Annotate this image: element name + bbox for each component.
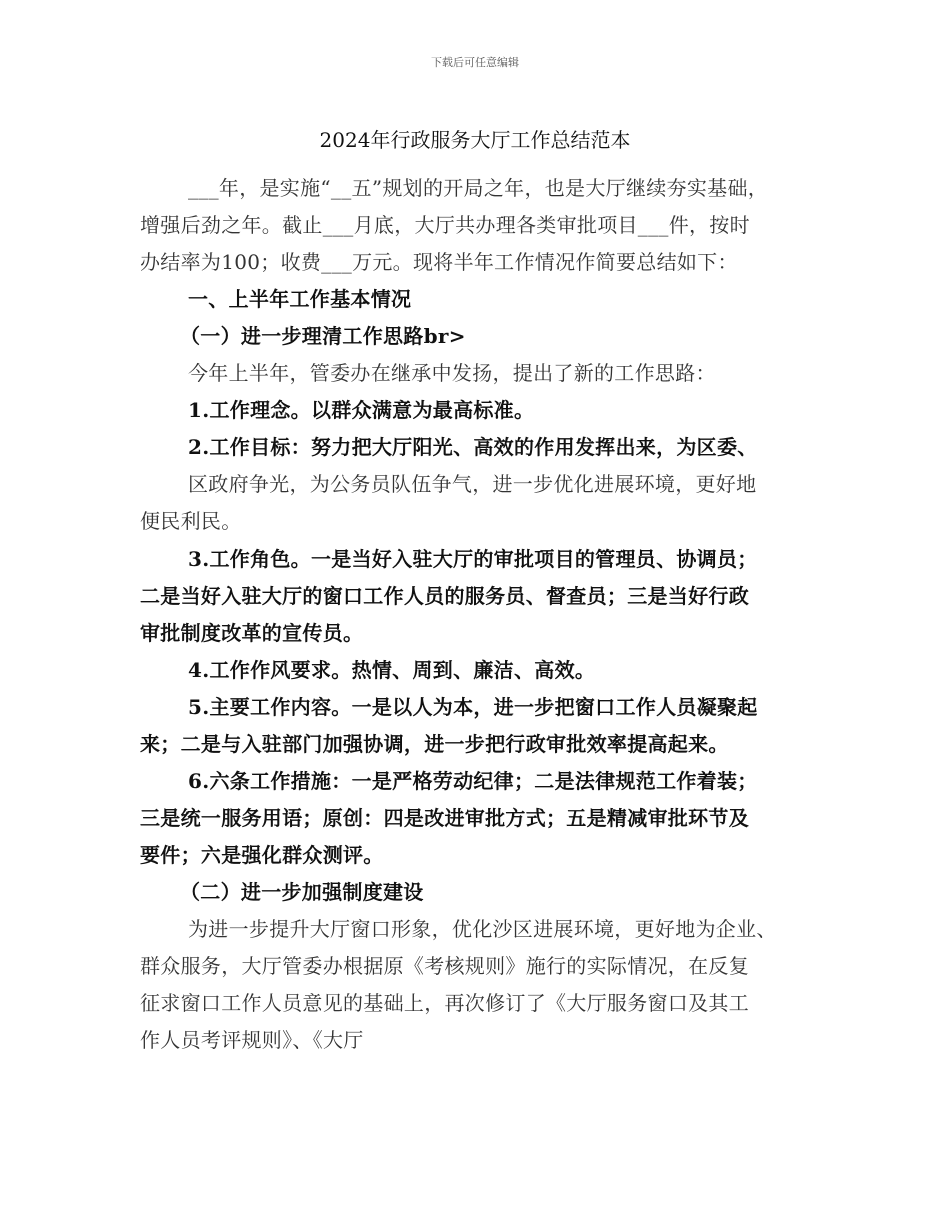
paragraph-line: 增强后劲之年。截止___月底，大厅共办理各类审批项目___件，按时 [140, 213, 750, 237]
list-item: 6.六条工作措施：一是严格劳动纪律；二是法律规范工作着装； [188, 769, 758, 793]
list-item: 2.工作目标：努力把大厅阳光、高效的作用发挥出来，为区委、 [188, 435, 758, 459]
list-item: 5.主要工作内容。一是以人为本，进一步把窗口工作人员凝聚起 [188, 695, 758, 719]
paragraph-line: 办结率为100；收费___万元。现将半年工作情况作简要总结如下： [140, 250, 738, 274]
subsection-heading-1: （一）进一步理清工作思路br> [180, 324, 466, 348]
list-item: 3.工作角色。一是当好入驻大厅的审批项目的管理员、协调员； [188, 547, 758, 571]
list-item: 4.工作作风要求。热情、周到、廉洁、高效。 [188, 658, 596, 682]
paragraph-line: 今年上半年，管委办在继承中发扬，提出了新的工作思路： [188, 361, 716, 385]
header-note: 下载后可任意编辑 [431, 56, 519, 69]
subsection-heading-2: （二）进一步加强制度建设 [180, 880, 424, 904]
list-item-continuation: 审批制度改革的宣传员。 [140, 621, 364, 645]
list-item-continuation: 来；二是与入驻部门加强协调，进一步把行政审批效率提高起来。 [140, 732, 729, 756]
list-item-continuation: 三是统一服务用语；原创：四是改进审批方式；五是精减审批环节及 [140, 806, 749, 830]
document-title: 2024年行政服务大厅工作总结范本 [319, 128, 631, 152]
paragraph-line: 征求窗口工作人员意见的基础上，再次修订了《大厅服务窗口及其工 [140, 991, 749, 1015]
paragraph-line: 群众服务，大厅管委办根据原《考核规则》施行的实际情况，在反复 [140, 954, 749, 978]
list-item-continuation: 二是当好入驻大厅的窗口工作人员的服务员、督查员；三是当好行政 [140, 584, 749, 608]
section-heading-1: 一、上半年工作基本情况 [188, 287, 412, 311]
list-item-continuation: 要件；六是强化群众测评。 [140, 843, 384, 867]
paragraph-line: 便民利民。 [140, 509, 242, 533]
paragraph-line: 区政府争光，为公务员队伍争气，进一步优化进展环境，更好地 [188, 472, 757, 496]
paragraph-line: ___年，是实施“__五”规划的开局之年，也是大厅继续夯实基础， [188, 176, 769, 200]
paragraph-line: 作人员考评规则》、《大厅 [140, 1028, 364, 1052]
list-item: 1.工作理念。以群众满意为最高标准。 [188, 398, 535, 422]
paragraph-line: 为进一步提升大厅窗口形象，优化沙区进展环境，更好地为企业、 [188, 917, 777, 941]
